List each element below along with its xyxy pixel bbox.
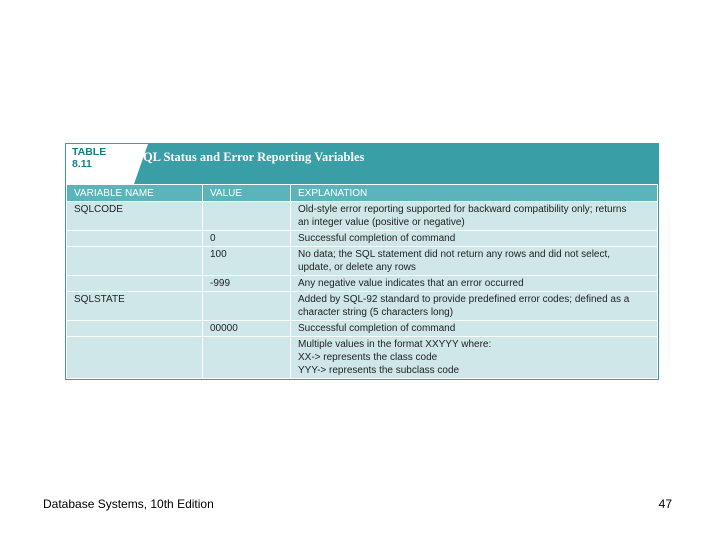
- cell-value: [203, 337, 291, 379]
- explanation-line: XX-> represents the class code: [298, 352, 438, 363]
- table-title: SQL Status and Error Reporting Variables: [136, 150, 365, 164]
- explanation-line: Added by SQL-92 standard to provide predefined error codes; defined as a: [298, 294, 630, 305]
- explanation-line: character string (5 characters long): [298, 307, 454, 318]
- cell-explanation: [291, 292, 658, 321]
- header-variable-name: VARIABLE NAME: [67, 185, 203, 202]
- cell-variable-name: [67, 276, 203, 292]
- status-variables-table: [66, 184, 658, 379]
- table-row: [67, 276, 658, 292]
- cell-value: [203, 202, 291, 231]
- explanation-line: update, or delete any rows: [298, 262, 416, 273]
- explanation-line: Any negative value indicates that an error occurred: [298, 278, 524, 289]
- explanation-line: Old-style error reporting supported for backward compatibility only; returns: [298, 204, 627, 215]
- header-explanation: EXPLANATION: [291, 185, 658, 202]
- explanation-line: Successful completion of command: [298, 323, 456, 334]
- cell-variable-name: [67, 231, 203, 247]
- cell-explanation: [291, 321, 658, 337]
- cell-variable-name: SQLCODE: [67, 202, 203, 231]
- cell-explanation: [291, 276, 658, 292]
- table-figure: [65, 143, 659, 380]
- explanation-line: an integer value (positive or negative): [298, 217, 465, 228]
- cell-variable-name: [67, 247, 203, 276]
- cell-variable-name: [67, 337, 203, 379]
- page-number: 47: [658, 497, 672, 511]
- table-header-row: [67, 185, 658, 202]
- cell-explanation: [291, 231, 658, 247]
- cell-value: 100: [203, 247, 291, 276]
- cell-variable-name: SQLSTATE: [67, 292, 203, 321]
- table-label-number: 8.11: [72, 158, 92, 170]
- table-row: [67, 231, 658, 247]
- footer-book-title: Database Systems, 10th Edition: [43, 497, 214, 511]
- explanation-line: Multiple values in the format XXYYY where:: [298, 339, 492, 350]
- cell-value: 0: [203, 231, 291, 247]
- cell-value: -999: [203, 276, 291, 292]
- table-row: [67, 202, 658, 231]
- table-caption-bar: [66, 144, 658, 184]
- cell-explanation: [291, 202, 658, 231]
- explanation-line: No data; the SQL statement did not return any rows and did not select,: [298, 249, 611, 260]
- header-value: VALUE: [203, 185, 291, 202]
- explanation-line: Successful completion of command: [298, 233, 456, 244]
- table-row: [67, 337, 658, 379]
- table-row: [67, 321, 658, 337]
- table-number-label: [66, 144, 134, 184]
- cell-variable-name: [67, 321, 203, 337]
- table-label-word: TABLE: [72, 146, 107, 158]
- cell-value: [203, 292, 291, 321]
- explanation-line: YYY-> represents the subclass code: [298, 365, 460, 376]
- table-row: [67, 247, 658, 276]
- cell-value: 00000: [203, 321, 291, 337]
- cell-explanation: [291, 337, 658, 379]
- table-row: [67, 292, 658, 321]
- cell-explanation: [291, 247, 658, 276]
